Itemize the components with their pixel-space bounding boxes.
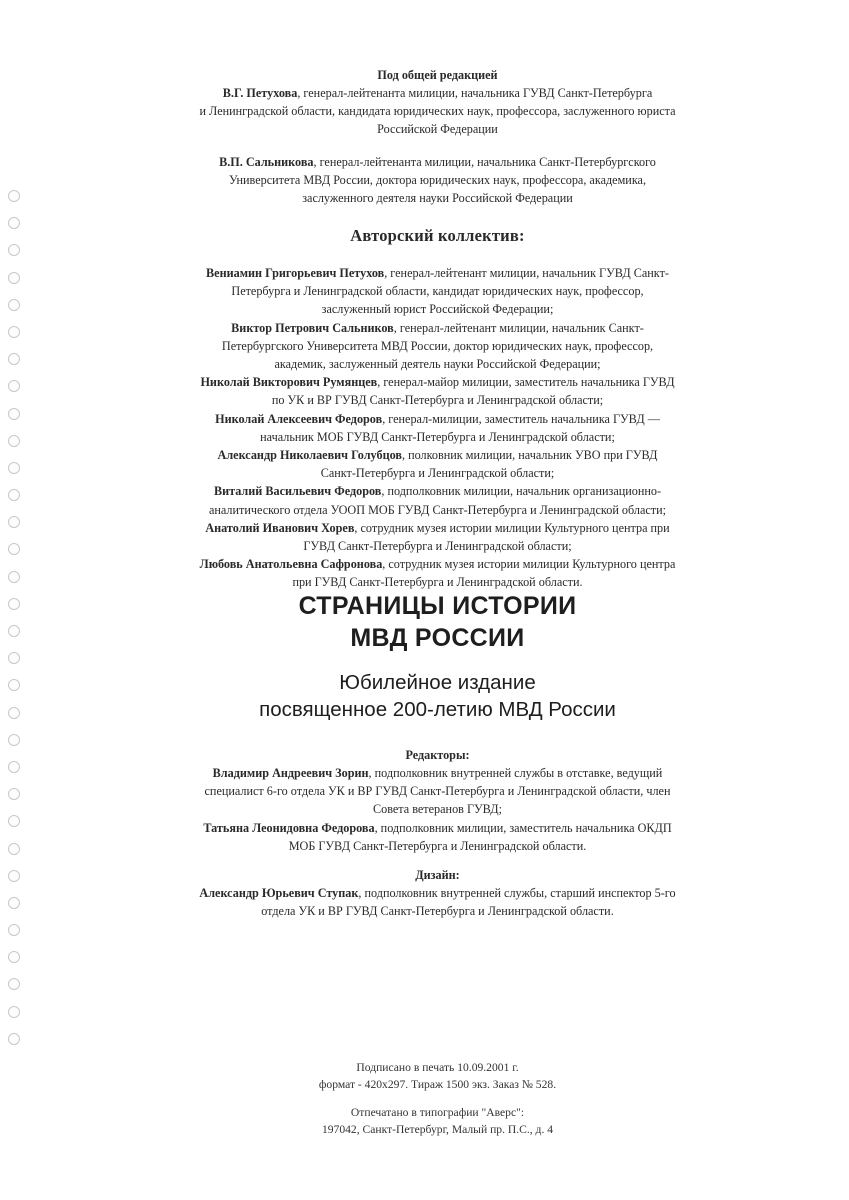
author-entry — [160, 410, 715, 446]
binding-hole — [8, 625, 20, 637]
binding-hole — [8, 598, 20, 610]
binding-hole — [8, 408, 20, 420]
author-desc-line: заслуженный юрист Российской Федерации; — [321, 302, 554, 317]
author-desc-line: Петербургского Университета МВД России, доктор юридических наук, профессор, — [221, 338, 654, 353]
design-heading: Дизайн: — [415, 868, 460, 882]
binding-hole — [8, 788, 20, 800]
author-desc: , генерал-лейтенант милиции, начальник Санкт- — [393, 320, 644, 335]
designer-desc-line: отдела УК и ВР ГУВД Санкт-Петербурга и Ленинградской области. — [261, 904, 614, 919]
binding-hole — [8, 489, 20, 501]
author-desc-line: Петербурга и Ленинградской области, кандидат юридических наук, профессор, — [231, 284, 644, 299]
editor2-line3: заслуженного деятеля науки Российской Федерации — [302, 191, 573, 206]
author-desc: , полковник милиции, начальник УВО при ГУВД — [401, 448, 658, 463]
authors-list — [160, 264, 715, 592]
redactor-desc: , подполковник внутренней службы в отставке, ведущий — [368, 766, 663, 780]
binding-hole — [8, 761, 20, 773]
binding-hole — [8, 217, 20, 229]
binding-hole — [8, 870, 20, 882]
book-subtitle-line1: Юбилейное издание — [339, 671, 536, 694]
author-name: Анатолий Иванович Хорев — [205, 520, 355, 535]
binding-hole — [8, 435, 20, 447]
author-name: Николай Алексеевич Федоров — [215, 411, 383, 426]
authors-section — [160, 225, 715, 247]
redactor-desc-line: Совета ветеранов ГУВД; — [372, 802, 503, 817]
editor1-line3: Российской Федерации — [377, 122, 498, 137]
binding-hole — [8, 897, 20, 909]
author-desc-line: начальник МОБ ГУВД Санкт-Петербурга и Ленинградской области; — [260, 429, 615, 444]
author-desc: , генерал-майор милиции, заместитель начальника ГУВД — [377, 375, 675, 390]
binding-hole — [8, 543, 20, 555]
author-desc: , сотрудник музея истории милиции Культурного центра — [382, 557, 676, 572]
author-desc-line: аналитического отдела УООП МОБ ГУВД Санкт-Петербурга и Ленинградской области; — [208, 502, 667, 517]
author-name: Виталий Васильевич Федоров — [213, 484, 382, 499]
binding-hole — [8, 272, 20, 284]
author-desc-line: академик, заслуженный деятель науки Российской Федерации; — [274, 357, 601, 372]
binding-hole — [8, 244, 20, 256]
author-entry — [160, 446, 715, 482]
print-format: формат - 420х297. Тираж 1500 экз. Заказ № 528. — [318, 1078, 557, 1091]
binding-hole — [8, 1033, 20, 1045]
editor2-desc: , генерал-лейтенанта милиции, начальника Санкт-Петербургского — [313, 155, 656, 169]
book-title — [160, 590, 715, 654]
binding-hole — [8, 978, 20, 990]
book-title-line2: МВД РОССИИ — [350, 624, 525, 652]
designer-desc: , подполковник внутренней службы, старший инспектор 5-го — [358, 886, 676, 900]
designer-name: Александр Юрьевич Ступак — [199, 886, 359, 900]
author-desc: , генерал-милиции, заместитель начальника ГУВД — — [382, 411, 660, 426]
author-entry — [160, 373, 715, 409]
redactor-entry — [160, 819, 715, 855]
editor2-section — [160, 153, 715, 208]
signed-date: Подписано в печать 10.09.2001 г. — [356, 1061, 519, 1074]
author-entry — [160, 482, 715, 518]
author-name: Александр Николаевич Голубцов — [217, 448, 402, 463]
binding-hole — [8, 951, 20, 963]
author-entry — [160, 519, 715, 555]
author-desc-line: ГУВД Санкт-Петербурга и Ленинградской области; — [303, 539, 572, 554]
redactor-name: Татьяна Леонидовна Федорова — [203, 820, 375, 835]
author-desc-line: при ГУВД Санкт-Петербурга и Ленинградской области. — [292, 575, 583, 590]
author-entry — [160, 319, 715, 374]
binding-hole — [8, 516, 20, 528]
editor2-line1 — [160, 153, 715, 171]
binding-hole — [8, 815, 20, 827]
redactor-desc: , подполковник милиции, заместитель начальника ОКДП — [374, 820, 672, 835]
editor1-name: В.Г. Петухова — [222, 86, 298, 100]
redactor-entry — [160, 764, 715, 819]
editor1-desc: , генерал-лейтенанта милиции, начальника ГУВД Санкт-Петербурга — [297, 86, 653, 100]
author-name: Вениамин Григорьевич Петухов — [206, 266, 385, 280]
binding-hole — [8, 734, 20, 746]
editor2-line2: Университета МВД России, доктора юридических наук, профессора, академика, — [228, 173, 647, 188]
editor1-line2: и Ленинградской области, кандидата юридических наук, профессора, заслуженного юриста — [199, 104, 676, 119]
author-entry — [160, 555, 715, 591]
author-name: Николай Викторович Румянцев — [200, 375, 378, 390]
binding-hole — [8, 679, 20, 691]
author-desc: , генерал-лейтенант милиции, начальник ГУВД Санкт- — [384, 266, 669, 280]
general-editors-section — [160, 66, 715, 139]
book-subtitle — [160, 669, 715, 723]
print-info-signed — [160, 1059, 715, 1093]
printer-name: Отпечатано в типографии "Аверс": — [350, 1106, 525, 1119]
editor1-line1 — [160, 84, 715, 102]
redactors-section — [160, 746, 715, 855]
author-desc: , подполковник милиции, начальник организационно- — [381, 484, 662, 499]
general-editors-heading: Под общей редакцией — [377, 68, 498, 82]
binding-hole — [8, 652, 20, 664]
binding-hole — [8, 299, 20, 311]
authors-heading: Авторский коллектив: — [350, 226, 525, 245]
author-desc-line: Санкт-Петербурга и Ленинградской области; — [320, 466, 555, 481]
design-section — [160, 866, 715, 920]
binding-hole — [8, 326, 20, 338]
print-info-printer — [160, 1104, 715, 1138]
editor2-name: В.П. Сальникова — [219, 155, 314, 169]
book-title-line1: СТРАНИЦЫ ИСТОРИИ — [298, 592, 577, 620]
binding-hole — [8, 707, 20, 719]
binding-hole — [8, 190, 20, 202]
author-desc: , сотрудник музея истории милиции Культурного центра при — [354, 520, 670, 535]
redactor-name: Владимир Андреевич Зорин — [212, 766, 369, 780]
binding-hole — [8, 843, 20, 855]
author-desc-line: по УК и ВР ГУВД Санкт-Петербурга и Ленинградской области; — [271, 393, 604, 408]
redactor-desc-line: МОБ ГУВД Санкт-Петербурга и Ленинградской области. — [288, 838, 587, 853]
book-subtitle-line2: посвященное 200-летию МВД России — [259, 698, 616, 721]
binding-hole — [8, 924, 20, 936]
author-name: Любовь Анатольевна Сафронова — [199, 557, 383, 572]
binding-hole — [8, 353, 20, 365]
printer-address: 197042, Санкт-Петербург, Малый пр. П.С., д. 4 — [321, 1123, 554, 1136]
redactor-desc-line: специалист 6-го отдела УК и ВР ГУВД Санкт-Петербурга и Ленинградской области, член — [204, 784, 671, 799]
author-entry — [160, 264, 715, 319]
binding-hole — [8, 380, 20, 392]
binding-hole — [8, 1006, 20, 1018]
redactors-heading: Редакторы: — [405, 748, 470, 762]
binding-holes — [8, 190, 22, 1060]
binding-hole — [8, 571, 20, 583]
binding-hole — [8, 462, 20, 474]
author-name: Виктор Петрович Сальников — [231, 320, 394, 335]
